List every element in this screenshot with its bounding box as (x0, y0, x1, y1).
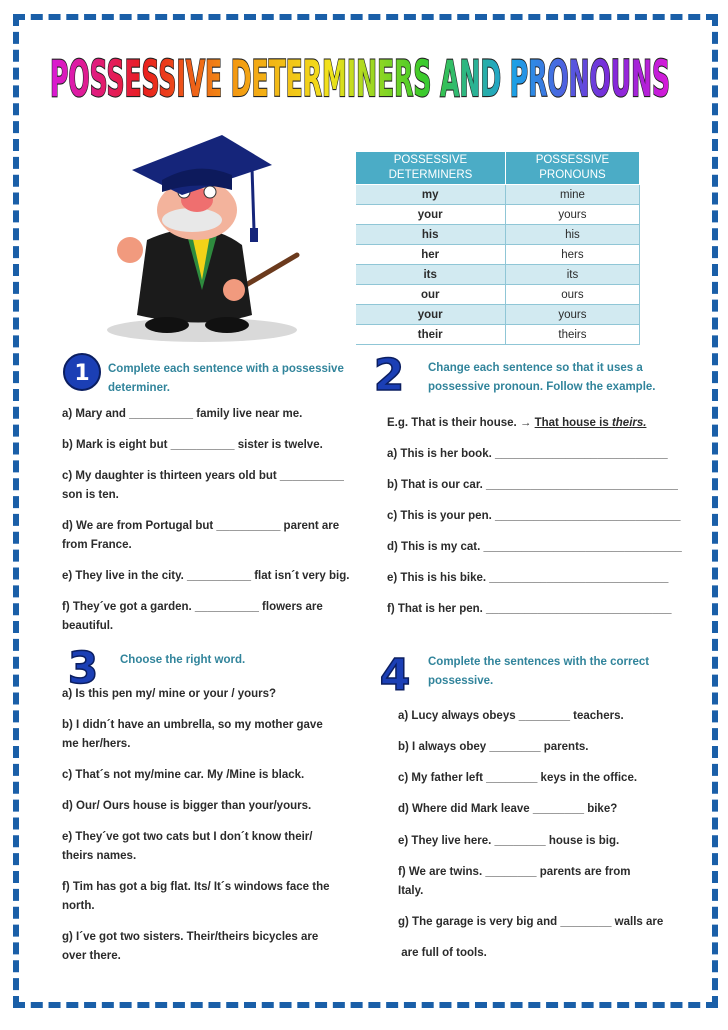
pronoun-cell: mine (505, 185, 639, 205)
determiner-cell: our (356, 285, 506, 305)
determiner-cell: its (356, 265, 506, 285)
possessives-table (355, 151, 640, 345)
exercise-3-number: 3 (67, 645, 99, 687)
exercise-1-item-c: c) My daughter is thirteen years old but __________ son is ten. (62, 470, 344, 501)
example-answer: That house is (534, 417, 612, 429)
exercise-4-item-c: c) My father left ________ keys in the office. (398, 772, 638, 784)
exercise-3-item-b: b) I didn´t have an umbrella, so my mother gave me her/hers. (62, 719, 323, 750)
exercise-4-item-f: f) We are twins. ________ parents are from Italy. (398, 866, 631, 897)
table-row (356, 205, 640, 225)
determiner-cell: his (356, 225, 506, 245)
pronoun-cell: its (505, 265, 639, 285)
table-row (356, 285, 640, 305)
exercise-1-item-d: d) We are from Portugal but __________ parent are from France. (62, 520, 340, 551)
title-text: POSSESSIVE DETERMINERS AND PRONOUNS (50, 50, 670, 108)
exercise-2-item-b: b) That is our car. ______________________________ (387, 479, 678, 491)
pronoun-cell: yours (505, 305, 639, 325)
page-title (48, 46, 672, 110)
table-header-row (356, 152, 640, 185)
table-row (356, 325, 640, 345)
exercise-4-item-g: g) The garage is very big and ________ walls are (398, 916, 664, 928)
pronoun-cell: ours (505, 285, 639, 305)
exercise-3-item-e: e) They´ve got two cats but I don´t know their/ theirs names. (62, 831, 313, 862)
exercise-2-instruction: Change each sentence so that it uses a possessive pronoun. Follow the example. (428, 362, 656, 393)
exercise-3-item-c: c) That´s not my/mine car. My /Mine is black. (62, 769, 305, 781)
pronoun-cell: theirs (505, 325, 639, 345)
exercise-4-number-badge (374, 652, 416, 694)
exercise-2-item-f: f) That is her pen. _____________________________ (387, 603, 672, 615)
exercise-2-number: 2 (373, 352, 405, 394)
exercise-2-item-e: e) This is his bike. ____________________________ (387, 572, 669, 584)
exercise-3-item-g: g) I´ve got two sisters. Their/theirs bicycles are over there. (62, 931, 319, 962)
exercise-1-instruction: Complete each sentence with a possessive determiner. (108, 363, 344, 394)
exercise-3-item-f: f) Tim has got a big flat. Its/ It´s windows face the north. (62, 881, 330, 912)
exercise-3-item-a: a) Is this pen my/ mine or your / yours? (62, 688, 277, 700)
exercise-3-item-d: d) Our/ Ours house is bigger than your/yours. (62, 800, 312, 812)
exercise-2-example (387, 414, 687, 433)
exercise-4-instruction: Complete the sentences with the correct possessive. (428, 656, 650, 687)
exercise-4-number: 4 (379, 652, 411, 694)
exercise-1-item-a: a) Mary and __________ family live near me. (62, 408, 303, 420)
exercise-2-item-a: a) This is her book. ___________________________ (387, 448, 668, 460)
example-prefix: E.g. That is their house. → (387, 417, 535, 429)
table-row (356, 185, 640, 205)
exercise-1-item-f: f) They´ve got a garden. __________ flowers are beautiful. (62, 601, 323, 632)
determiner-cell: your (356, 205, 506, 225)
exercise-1-number: 1 (74, 361, 90, 386)
determiner-cell: her (356, 245, 506, 265)
exercise-1-item-b: b) Mark is eight but __________ sister is twelve. (62, 439, 323, 451)
table-row (356, 265, 640, 285)
pronoun-cell: yours (505, 205, 639, 225)
exercise-4-item-d: d) Where did Mark leave ________ bike? (398, 803, 618, 815)
exercise-4-item-e: e) They live here. ________ house is big. (398, 835, 620, 847)
exercise-2-item-d: d) This is my cat. _______________________________ (387, 541, 682, 553)
table-row (356, 245, 640, 265)
exercise-3-number-badge (62, 645, 104, 687)
exercise-2-number-badge (368, 352, 410, 394)
determiner-cell: my (356, 185, 506, 205)
exercise-1-number-badge (62, 352, 102, 392)
pronoun-cell: his (505, 225, 639, 245)
table-row (356, 305, 640, 325)
pronoun-cell: hers (505, 245, 639, 265)
professor-illustration (92, 130, 307, 345)
exercise-3-instruction: Choose the right word. (120, 654, 246, 666)
determiner-cell: their (356, 325, 506, 345)
exercise-4-item-a: a) Lucy always obeys ________ teachers. (398, 710, 624, 722)
exercise-2-item-c: c) This is your pen. _____________________________ (387, 510, 681, 522)
table-row (356, 225, 640, 245)
header-determiners: POSSESSIVE DETERMINERS (356, 152, 506, 185)
example-answer-italic: theirs. (611, 417, 647, 429)
exercise-1-item-e: e) They live in the city. __________ flat isn´t very big. (62, 570, 350, 582)
header-pronouns: POSSESSIVE PRONOUNS (505, 152, 639, 185)
determiner-cell: your (356, 305, 506, 325)
exercise-4-item-g-continued: are full of tools. (398, 947, 487, 959)
exercise-4-item-b: b) I always obey ________ parents. (398, 741, 589, 753)
